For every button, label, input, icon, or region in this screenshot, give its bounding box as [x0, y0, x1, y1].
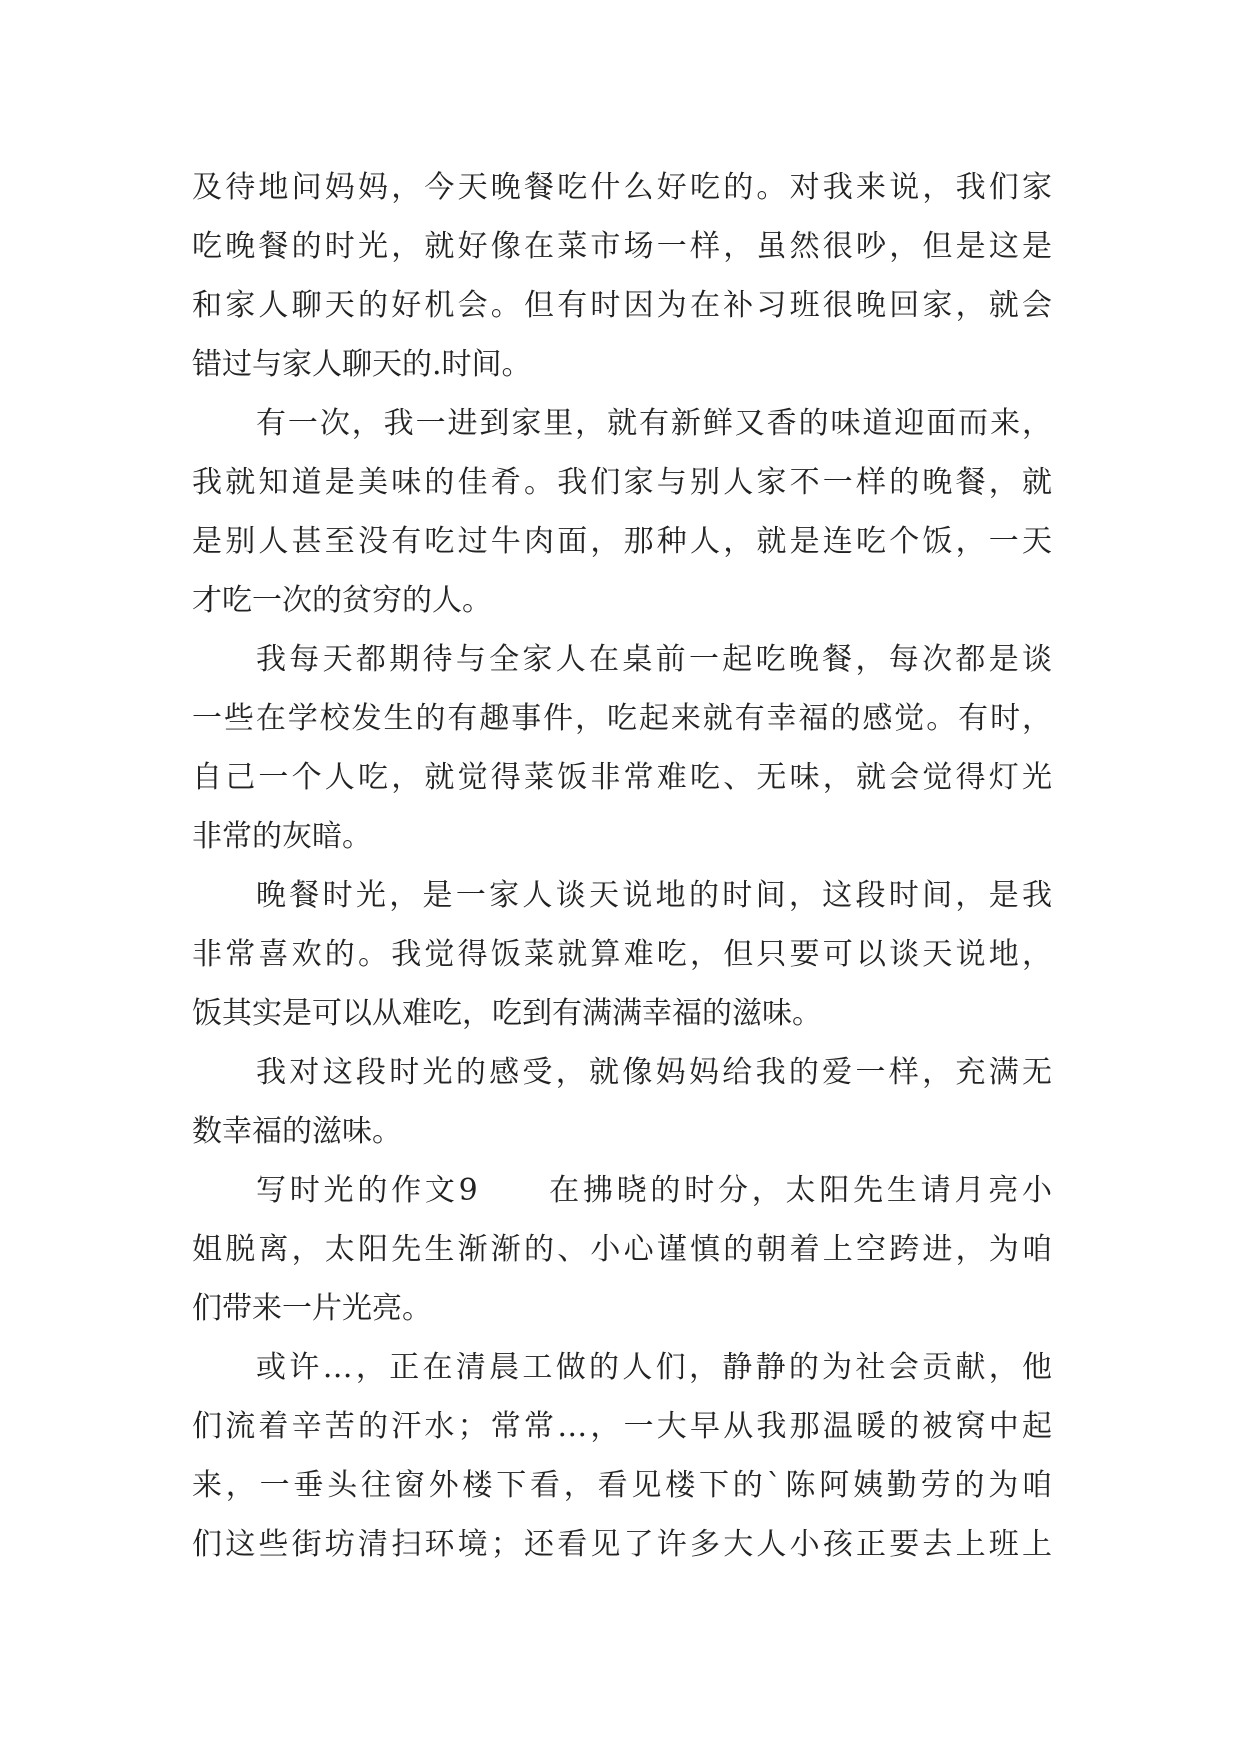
- text-line: 和家人聊天的好机会。但有时因为在补习班很晚回家，就会: [192, 288, 1052, 323]
- paragraph-first-line: 写时光的作文9 在拂晓的时分，太阳先生请月亮小: [256, 1173, 1052, 1208]
- text-line: 姐脱离，太阳先生渐渐的、小心谨慎的朝着上空跨进，为咱: [192, 1232, 1052, 1267]
- text-line: 自己一个人吃，就觉得菜饭非常难吃、无味，就会觉得灯光: [192, 760, 1052, 795]
- paragraph-first-line: 晚餐时光，是一家人谈天说地的时间，这段时间，是我: [256, 878, 1052, 913]
- text-line: 及待地问妈妈，今天晚餐吃什么好吃的。对我来说，我们家: [192, 170, 1052, 205]
- text-line: 来，一垂头往窗外楼下看，看见楼下的`陈阿姨勤劳的为咱: [192, 1468, 1052, 1503]
- body-text: [192, 158, 1052, 1574]
- text-line: 一些在学校发生的有趣事件，吃起来就有幸福的感觉。有时，: [192, 701, 1052, 736]
- text-line: 数幸福的滋味。: [192, 1114, 402, 1149]
- text-line: 饭其实是可以从难吃，吃到有满满幸福的滋味。: [192, 996, 822, 1031]
- paragraph-first-line: 有一次，我一进到家里，就有新鲜又香的味道迎面而来，: [256, 406, 1052, 441]
- text-line: 我就知道是美味的佳肴。我们家与别人家不一样的晚餐，就: [192, 465, 1052, 500]
- text-line: 们这些街坊清扫环境；还看见了许多大人小孩正要去上班上: [192, 1527, 1052, 1562]
- text-line: 是别人甚至没有吃过牛肉面，那种人，就是连吃个饭，一天: [192, 524, 1052, 559]
- text-line: 吃晚餐的时光，就好像在菜市场一样，虽然很吵，但是这是: [192, 229, 1052, 264]
- text-line: 非常的灰暗。: [192, 819, 372, 854]
- text-line: 们流着辛苦的汗水；常常…，一大早从我那温暖的被窝中起: [192, 1409, 1052, 1444]
- text-line: 们带来一片光亮。: [192, 1291, 432, 1326]
- text-line: 才吃一次的贫穷的人。: [192, 583, 492, 618]
- paragraph-first-line: 我对这段时光的感受，就像妈妈给我的爱一样，充满无: [256, 1055, 1052, 1090]
- text-line: 非常喜欢的。我觉得饭菜就算难吃，但只要可以谈天说地，: [192, 937, 1052, 972]
- text-line: 错过与家人聊天的.时间。: [192, 347, 532, 382]
- paragraph-first-line: 我每天都期待与全家人在桌前一起吃晚餐，每次都是谈: [256, 642, 1052, 677]
- paragraph-first-line: 或许…，正在清晨工做的人们，静静的为社会贡献，他: [256, 1350, 1052, 1385]
